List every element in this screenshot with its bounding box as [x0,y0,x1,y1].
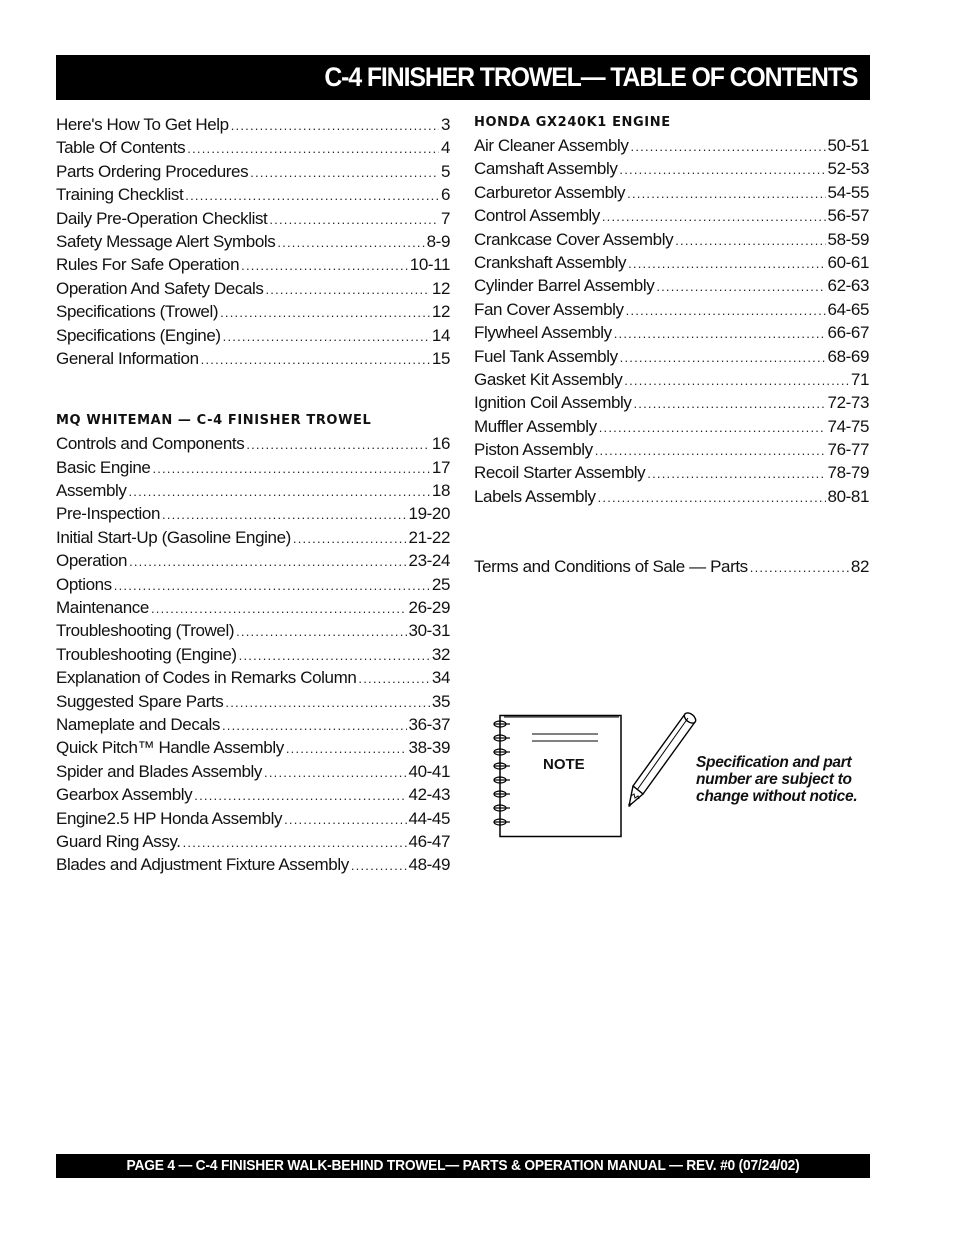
toc-entry-page: 10-11 [409,255,450,275]
toc-entry-label: Blades and Adjustment Fixture Assembly [56,855,349,875]
toc-general-list [56,113,450,370]
toc-entry[interactable] [56,136,450,159]
toc-entry[interactable] [56,853,450,876]
toc-entry-label: Gasket Kit Assembly [474,369,623,389]
toc-terms-list [474,555,869,578]
toc-entry-page: 3 [440,115,450,134]
toc-entry[interactable] [56,300,450,323]
toc-entry-page: 48-49 [408,855,450,875]
toc-entry-page: 7 [440,208,450,228]
toc-entry-label: Basic Engine [56,457,151,477]
toc-entry-page: 58-59 [827,229,869,249]
toc-entry-page: 16 [431,434,450,454]
toc-entry-page: 72-73 [827,393,869,413]
toc-entry-page: 78-79 [827,463,869,483]
toc-entry-label: Operation And Safety Decals [56,278,264,298]
toc-entry-page: 76-77 [827,440,869,460]
toc-entry-page: 62-63 [827,276,869,296]
toc-entry-page: 42-43 [408,785,450,805]
toc-entry-page: 68-69 [827,346,869,366]
toc-entry-label: Nameplate and Decals [56,714,220,734]
toc-entry-page: 26-29 [408,598,450,618]
toc-entry-label: Gearbox Assembly [56,785,193,805]
toc-entry[interactable] [56,596,450,619]
toc-entry-label: Specifications (Trowel) [56,302,219,322]
specification-notice: Specification and part number are subject to change without notice. [696,754,858,805]
spiral-notebook-icon [492,714,622,838]
page-title: C-4 FINISHER TROWEL— TABLE OF CONTENTS [323,62,857,92]
toc-entry[interactable] [474,391,869,414]
toc-entry-page: 36-37 [408,714,450,734]
footer-bar [56,1154,870,1178]
toc-entry-label: Controls and Components [56,434,245,454]
toc-engine-list [474,134,869,508]
toc-entry-page: 46-47 [408,831,450,851]
toc-entry[interactable] [56,736,450,759]
toc-entry-label: Labels Assembly [474,486,596,506]
toc-entry-page: 23-24 [408,551,450,571]
toc-entry-label: Spider and Blades Assembly [56,761,263,781]
toc-entry-label: Terms and Conditions of Sale — Parts [474,557,748,577]
toc-entry[interactable] [474,251,869,274]
toc-entry-page: 32 [431,644,450,664]
toc-entry-page: 15 [431,348,450,368]
toc-entry-label: Cylinder Barrel Assembly [474,276,655,296]
toc-entry[interactable] [474,415,869,438]
toc-entry-label: Crankshaft Assembly [474,252,627,272]
toc-entry-page: 40-41 [408,761,450,781]
toc-entry-page: 38-39 [408,738,450,758]
toc-entry-label: Operation [56,551,128,571]
toc-entry[interactable] [56,456,450,479]
footer-text: PAGE 4 — C-4 FINISHER WALK-BEHIND TROWEL— PARTS & OPERATION MANUAL — REV. #0 (07/24/02) [126,1158,800,1174]
note-label: NOTE [543,756,585,773]
toc-entry-page: 6 [440,185,450,205]
toc-entry-label: Troubleshooting (Engine) [56,644,237,664]
toc-entry-page: 19-20 [408,504,450,524]
toc-entry-label: Carburetor Assembly [474,182,626,202]
toc-entry[interactable] [56,183,450,206]
pencil-icon [625,708,703,810]
toc-entry[interactable] [474,298,869,321]
section-title-trowel: MQ WHITEMAN — C-4 FINISHER TROWEL [56,413,372,429]
toc-entry[interactable] [56,277,450,300]
toc-entry[interactable] [56,643,450,666]
toc-entry-terms[interactable] [474,555,869,578]
section-title-engine: HONDA GX240K1 ENGINE [474,115,671,130]
toc-entry-label: Maintenance [56,598,149,618]
toc-trowel-list [56,432,450,876]
toc-entry-page: 18 [431,481,450,501]
toc-entry[interactable] [474,204,869,227]
toc-entry[interactable] [56,160,450,183]
toc-entry-page: 8-9 [426,231,450,251]
toc-entry[interactable] [474,157,869,180]
toc-entry-label: Safety Message Alert Symbols [56,231,276,251]
toc-entry-page: 12 [431,278,450,298]
toc-entry-page: 52-53 [827,159,869,179]
toc-entry[interactable] [474,438,869,461]
toc-entry-label: Suggested Spare Parts [56,691,224,711]
toc-entry-label: Muffler Assembly [474,416,597,436]
toc-entry[interactable] [56,760,450,783]
toc-entry-page: 80-81 [827,486,869,506]
toc-entry[interactable] [56,526,450,549]
toc-entry[interactable] [56,479,450,502]
toc-entry[interactable] [56,549,450,572]
toc-entry[interactable] [56,830,450,853]
toc-entry[interactable] [56,253,450,276]
toc-entry[interactable] [474,368,869,391]
toc-entry-page: 64-65 [827,299,869,319]
toc-entry-page: 25 [431,574,450,594]
toc-entry-label: General Information [56,348,199,368]
toc-entry[interactable] [474,181,869,204]
toc-entry-label: Initial Start-Up (Gasoline Engine) [56,527,291,547]
toc-entry-label: Piston Assembly [474,440,593,460]
toc-entry-label: Fuel Tank Assembly [474,346,618,366]
toc-entry-page: 14 [431,325,450,345]
toc-entry-page: 82 [850,557,869,577]
toc-entry-label: Rules For Safe Operation [56,255,240,275]
toc-entry[interactable] [474,228,869,251]
toc-entry[interactable] [56,690,450,713]
toc-entry-label: Recoil Starter Assembly [474,463,646,483]
toc-entry-label: Guard Ring Assy. [56,831,181,851]
toc-entry-label: Specifications (Engine) [56,325,221,345]
toc-entry-label: Daily Pre-Operation Checklist [56,208,268,228]
toc-entry[interactable] [56,230,450,253]
title-bar [56,55,870,100]
toc-entry-page: 66-67 [827,323,869,343]
toc-entry-label: Air Cleaner Assembly [474,136,629,155]
toc-entry-page: 56-57 [827,206,869,226]
toc-entry-label: Explanation of Codes in Remarks Column [56,668,357,688]
toc-entry-label: Options [56,574,112,594]
toc-entry[interactable] [474,321,869,344]
toc-entry[interactable] [56,324,450,347]
toc-entry-label: Ignition Coil Assembly [474,393,632,413]
toc-entry-page: 71 [850,369,869,389]
toc-entry-label: Here's How To Get Help [56,115,229,134]
toc-entry-page: 44-45 [408,808,450,828]
toc-entry[interactable] [56,807,450,830]
toc-entry-label: Engine2.5 HP Honda Assembly [56,808,283,828]
toc-entry-page: 60-61 [827,252,869,272]
toc-entry-label: Control Assembly [474,206,600,226]
toc-entry-page: 54-55 [827,182,869,202]
toc-entry-page: 35 [431,691,450,711]
toc-entry-label: Assembly [56,481,127,501]
toc-entry-page: 4 [440,138,450,158]
toc-entry-page: 34 [431,668,450,688]
toc-entry[interactable] [56,783,450,806]
toc-entry-label: Crankcase Cover Assembly [474,229,674,249]
toc-entry[interactable] [56,502,450,525]
toc-entry-page: 17 [431,457,450,477]
toc-entry-page: 74-75 [827,416,869,436]
toc-entry-page: 50-51 [827,136,869,155]
toc-entry[interactable] [56,347,450,370]
right-column [474,112,869,579]
toc-entry[interactable] [56,619,450,642]
toc-entry[interactable] [56,713,450,736]
left-column [56,113,450,877]
toc-entry[interactable] [474,274,869,297]
toc-entry-label: Table Of Contents [56,138,186,158]
toc-entry-label: Camshaft Assembly [474,159,618,179]
toc-entry[interactable] [56,207,450,230]
toc-entry-label: Troubleshooting (Trowel) [56,621,235,641]
toc-entry[interactable] [56,573,450,596]
toc-entry-page: 12 [431,302,450,322]
toc-entry[interactable] [56,432,450,455]
toc-entry-label: Pre-Inspection [56,504,161,524]
toc-entry[interactable] [56,113,450,136]
toc-entry[interactable] [56,666,450,689]
toc-entry-label: Training Checklist [56,185,184,205]
toc-entry-label: Flywheel Assembly [474,323,612,343]
toc-entry[interactable] [474,461,869,484]
toc-entry[interactable] [474,345,869,368]
toc-entry[interactable] [474,134,869,157]
toc-entry-label: Quick Pitch™ Handle Assembly [56,738,284,758]
toc-entry[interactable] [474,485,869,508]
toc-entry-page: 21-22 [408,527,450,547]
toc-entry-page: 5 [440,161,450,181]
toc-entry-page: 30-31 [408,621,450,641]
toc-entry-label: Fan Cover Assembly [474,299,624,319]
toc-entry-label: Parts Ordering Procedures [56,161,249,181]
